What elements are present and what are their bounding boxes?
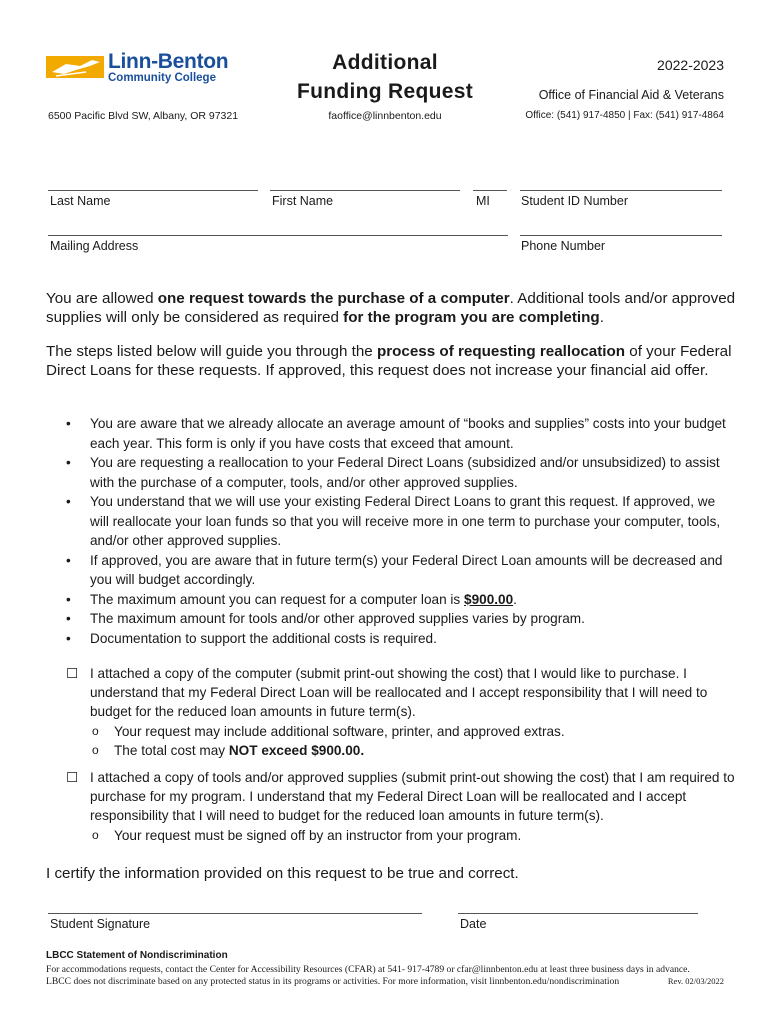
office-name: Office of Financial Aid & Veterans [538,88,724,102]
mailing-address-field[interactable] [48,235,508,236]
tools-checkbox[interactable]: ☐ [66,770,79,785]
list-item: • You understand that we will use your existing Federal Direct Loans to grant this request. If approved, we will reallocate your loan funds so that you will receive more in one term to purchase your computer, tools, and/or other approved supplies. [66,494,721,548]
mi-field[interactable] [473,190,507,191]
max-computer-amount: $900.00 [464,591,514,607]
list-item: o The total cost may NOT exceed $900.00. [92,742,365,758]
student-signature-label: Student Signature [50,917,151,931]
student-id-label: Student ID Number [521,194,628,208]
computer-request-option [66,664,736,760]
nondiscrimination-statement: LBCC does not discriminate based on any protected status in its programs or activities. For more information, visit linnbenton.edu/nondiscrimination [46,976,620,987]
logo-subtitle: Community College [108,72,216,84]
first-name-field[interactable] [270,190,460,191]
student-signature-field[interactable] [48,913,422,914]
date-label: Date [460,917,487,931]
mi-label: MI [476,194,490,208]
list-item: • You are requesting a reallocation to your Federal Direct Loans (subsidized and/or unsubsidized) to assist with the purchase of a computer, tools, and/or other approved supplies. [66,455,720,490]
student-id-field[interactable] [520,190,722,191]
list-item: • You are aware that we already allocate an average amount of “books and supplies” costs into your budget each year. This form is only if you have costs that exceed that amount. [66,416,726,451]
phone-number-label: Phone Number [521,239,606,253]
list-item: o Your request must be signed off by an instructor from your program. [92,827,522,843]
nondiscrimination-title: LBCC Statement of Nondiscrimination [46,950,228,961]
last-name-label: Last Name [50,194,111,208]
list-item: o Your request may include additional software, printer, and approved extras. [92,723,565,739]
computer-request-text: I attached a copy of the computer (submit print-out showing the cost) that I would like to purchase. I understand that my Federal Direct Loan will be reallocated and I accept responsibility that I will need to budget for the reduced loan amounts in future term(s). [90,666,708,720]
phone-number-field[interactable] [520,235,722,236]
requirements-list [66,414,736,648]
nondiscrimination-accommodations: For accommodations requests, contact the Center for Accessibility Resources (CFAR) at 541- 917-4789 or cfar@linnbenton.edu at least three business days in advance. [46,964,690,975]
academic-year: 2022-2023 [657,57,724,73]
last-name-field[interactable] [48,190,258,191]
tools-request-option [66,768,736,845]
lbcc-logo-icon [46,52,108,82]
tools-request-text: I attached a copy of tools and/or approved supplies (submit print-out showing the cost) that I am required to purchase for my program. I understand that my Federal Direct Loan will be reallocated and I accept responsibility that I will need to budget for the reduced loan amounts in future term(s). [90,770,735,824]
certification-statement: I certify the information provided on this request to be true and correct. [46,865,519,882]
page-title: Additional Funding Request [297,51,473,103]
list-item: • If approved, you are aware that in future term(s) your Federal Direct Loan amounts will be decreased and you will budget accordingly. [66,552,723,587]
office-phone-fax: Office: (541) 917-4850 | Fax: (541) 917-4864 [525,110,724,121]
office-email: faoffice@linnbenton.edu [328,110,442,122]
mailing-address-label: Mailing Address [50,239,139,253]
college-address: 6500 Pacific Blvd SW, Albany, OR 97321 [48,110,239,122]
logo-name: Linn-Benton [108,50,229,73]
intro-paragraph-2: The steps listed below will guide you through the process of requesting reallocation of your Federal Direct Loans for these requests. If approved, this request does not increase your financial aid offer. [46,343,732,379]
intro-paragraph-1: You are allowed one request towards the purchase of a computer. Additional tools and/or approved supplies will only be considered as required for the program you are completing. [46,290,736,326]
computer-checkbox[interactable]: ☐ [66,666,79,681]
list-item: • The maximum amount you can request for a computer loan is $900.00. [66,591,517,607]
list-item: • Documentation to support the additional costs is required. [66,630,437,646]
list-item: • The maximum amount for tools and/or other approved supplies varies by program. [66,611,585,626]
revision-date: Rev. 02/03/2022 [667,976,724,986]
first-name-label: First Name [272,194,334,208]
date-field[interactable] [458,913,698,914]
